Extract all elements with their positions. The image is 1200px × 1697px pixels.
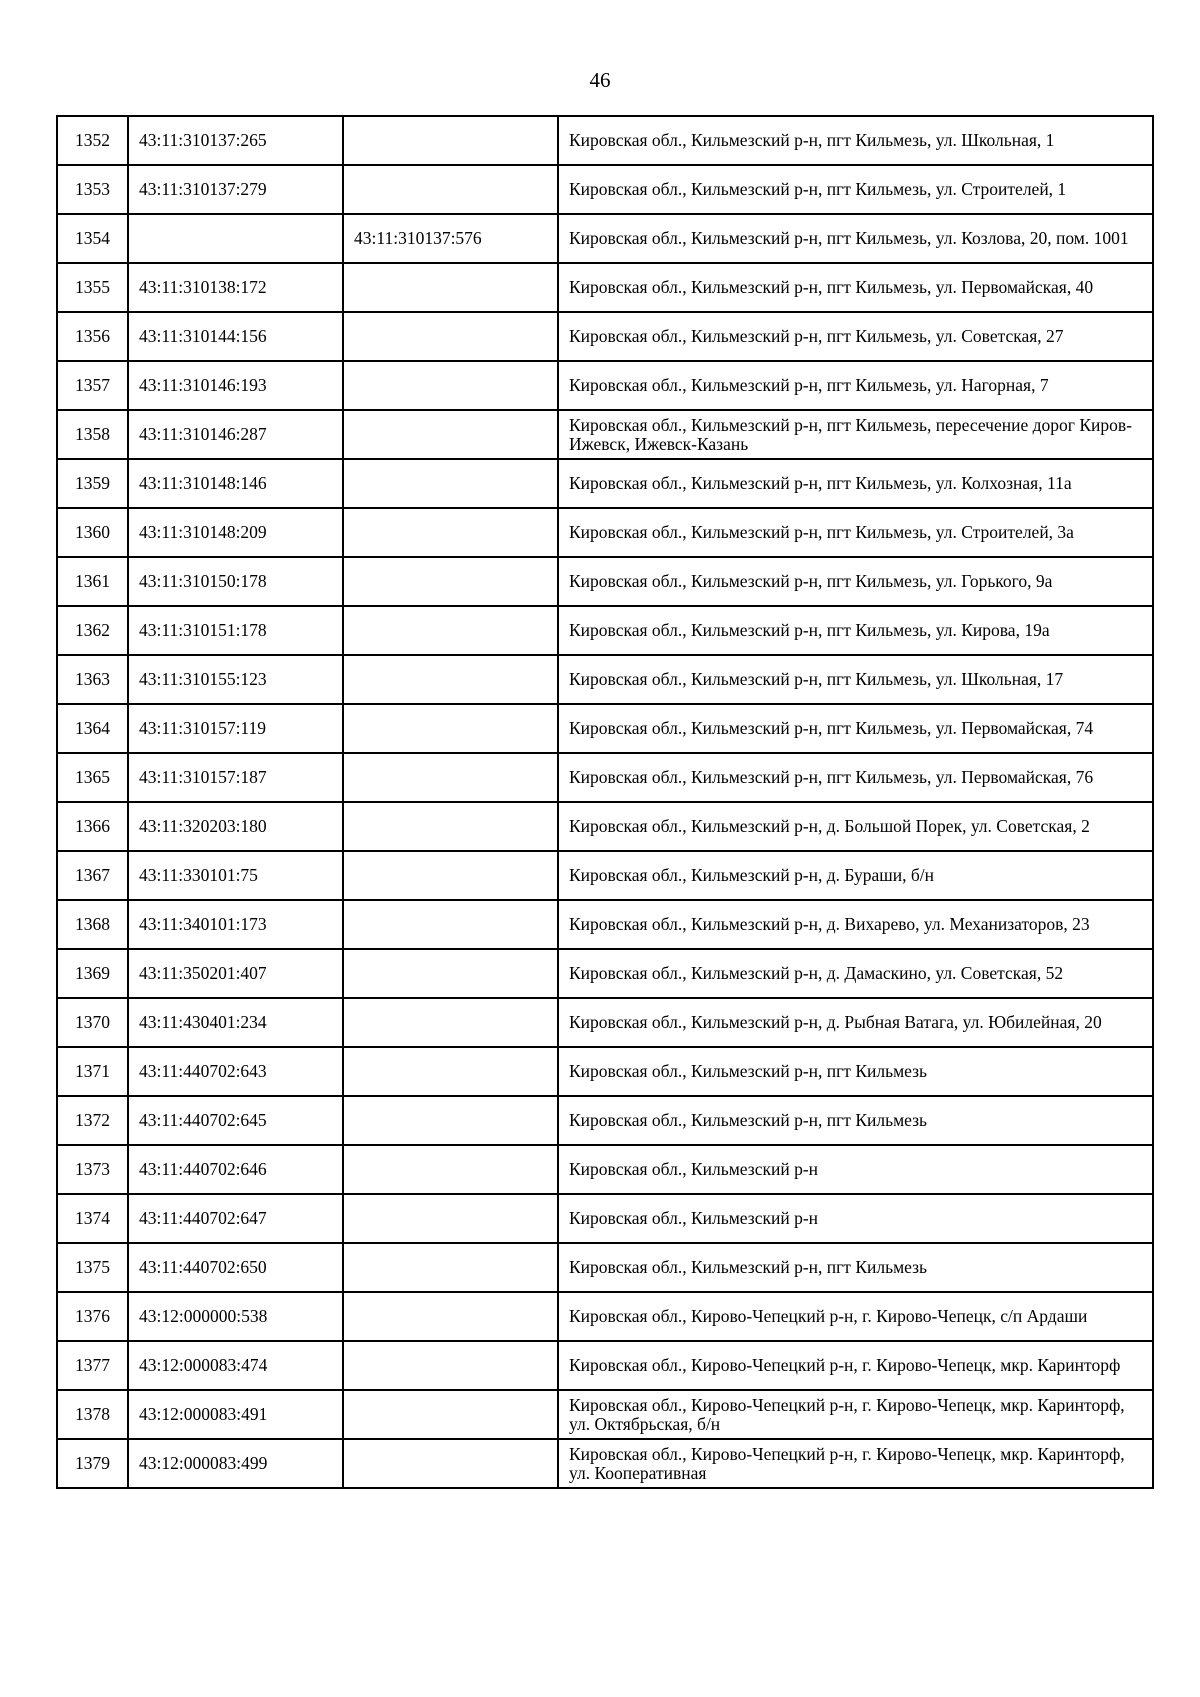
address-cell: Кировская обл., Кильмезский р-н xyxy=(558,1145,1153,1194)
cadastral-number-cell: 43:11:440702:650 xyxy=(128,1243,343,1292)
address-cell: Кировская обл., Кильмезский р-н, пгт Кильмезь xyxy=(558,1243,1153,1292)
row-number-cell: 1363 xyxy=(57,655,128,704)
address-cell: Кировская обл., Кильмезский р-н, пгт Кильмезь, ул. Строителей, 1 xyxy=(558,165,1153,214)
cadastral-number-cell: 43:11:430401:234 xyxy=(128,998,343,1047)
premises-cadastral-number-cell xyxy=(343,508,558,557)
address-cell: Кировская обл., Кильмезский р-н, д. Вихарево, ул. Механизаторов, 23 xyxy=(558,900,1153,949)
row-number-cell: 1353 xyxy=(57,165,128,214)
address-cell: Кировская обл., Кильмезский р-н, пгт Кильмезь xyxy=(558,1096,1153,1145)
table-row xyxy=(57,1096,1153,1145)
row-number-cell: 1376 xyxy=(57,1292,128,1341)
table-row xyxy=(57,1194,1153,1243)
premises-cadastral-number-cell xyxy=(343,1243,558,1292)
table-row xyxy=(57,1292,1153,1341)
row-number-cell: 1373 xyxy=(57,1145,128,1194)
premises-cadastral-number-cell xyxy=(343,900,558,949)
registry-table xyxy=(56,115,1154,1489)
table-row xyxy=(57,1439,1153,1488)
premises-cadastral-number-cell xyxy=(343,361,558,410)
row-number-cell: 1358 xyxy=(57,410,128,459)
premises-cadastral-number-cell xyxy=(343,1047,558,1096)
address-cell: Кировская обл., Кильмезский р-н, пгт Кильмезь, ул. Колхозная, 11а xyxy=(558,459,1153,508)
table-row xyxy=(57,851,1153,900)
table-row xyxy=(57,606,1153,655)
cadastral-number-cell: 43:11:440702:647 xyxy=(128,1194,343,1243)
premises-cadastral-number-cell xyxy=(343,1145,558,1194)
cadastral-number-cell: 43:11:340101:173 xyxy=(128,900,343,949)
table-row xyxy=(57,655,1153,704)
address-cell: Кировская обл., Кильмезский р-н, пгт Кильмезь, ул. Горького, 9а xyxy=(558,557,1153,606)
premises-cadastral-number-cell xyxy=(343,116,558,165)
cadastral-number-cell: 43:11:310157:187 xyxy=(128,753,343,802)
premises-cadastral-number-cell xyxy=(343,704,558,753)
table-row xyxy=(57,1390,1153,1439)
row-number-cell: 1356 xyxy=(57,312,128,361)
address-cell: Кировская обл., Кильмезский р-н, пгт Кильмезь, ул. Первомайская, 76 xyxy=(558,753,1153,802)
row-number-cell: 1357 xyxy=(57,361,128,410)
cadastral-number-cell: 43:11:440702:646 xyxy=(128,1145,343,1194)
cadastral-number-cell: 43:12:000083:499 xyxy=(128,1439,343,1488)
registry-table-body xyxy=(57,116,1153,1488)
row-number-cell: 1366 xyxy=(57,802,128,851)
premises-cadastral-number-cell xyxy=(343,1096,558,1145)
premises-cadastral-number-cell: 43:11:310137:576 xyxy=(343,214,558,263)
row-number-cell: 1371 xyxy=(57,1047,128,1096)
table-row xyxy=(57,753,1153,802)
row-number-cell: 1367 xyxy=(57,851,128,900)
address-cell: Кировская обл., Кильмезский р-н, д. Дамаскино, ул. Советская, 52 xyxy=(558,949,1153,998)
table-row xyxy=(57,508,1153,557)
cadastral-number-cell: 43:11:310144:156 xyxy=(128,312,343,361)
row-number-cell: 1374 xyxy=(57,1194,128,1243)
cadastral-number-cell: 43:11:310146:287 xyxy=(128,410,343,459)
premises-cadastral-number-cell xyxy=(343,1292,558,1341)
cadastral-number-cell: 43:11:310148:146 xyxy=(128,459,343,508)
cadastral-number-cell: 43:11:310137:279 xyxy=(128,165,343,214)
address-cell: Кировская обл., Кильмезский р-н xyxy=(558,1194,1153,1243)
row-number-cell: 1378 xyxy=(57,1390,128,1439)
premises-cadastral-number-cell xyxy=(343,606,558,655)
premises-cadastral-number-cell xyxy=(343,459,558,508)
cadastral-number-cell: 43:12:000083:491 xyxy=(128,1390,343,1439)
table-row xyxy=(57,1145,1153,1194)
cadastral-number-cell: 43:12:000083:474 xyxy=(128,1341,343,1390)
premises-cadastral-number-cell xyxy=(343,312,558,361)
address-cell: Кировская обл., Кирово-Чепецкий р-н, г. Кирово-Чепецк, с/п Ардаши xyxy=(558,1292,1153,1341)
row-number-cell: 1377 xyxy=(57,1341,128,1390)
premises-cadastral-number-cell xyxy=(343,1439,558,1488)
cadastral-number-cell: 43:11:310155:123 xyxy=(128,655,343,704)
table-row xyxy=(57,361,1153,410)
table-row xyxy=(57,557,1153,606)
address-cell: Кировская обл., Кирово-Чепецкий р-н, г. Кирово-Чепецк, мкр. Каринторф xyxy=(558,1341,1153,1390)
cadastral-number-cell: 43:12:000000:538 xyxy=(128,1292,343,1341)
premises-cadastral-number-cell xyxy=(343,949,558,998)
row-number-cell: 1361 xyxy=(57,557,128,606)
cadastral-number-cell: 43:11:350201:407 xyxy=(128,949,343,998)
row-number-cell: 1379 xyxy=(57,1439,128,1488)
premises-cadastral-number-cell xyxy=(343,165,558,214)
table-row xyxy=(57,1243,1153,1292)
row-number-cell: 1360 xyxy=(57,508,128,557)
table-row xyxy=(57,165,1153,214)
row-number-cell: 1362 xyxy=(57,606,128,655)
row-number-cell: 1364 xyxy=(57,704,128,753)
cadastral-number-cell: 43:11:310148:209 xyxy=(128,508,343,557)
cadastral-number-cell: 43:11:310146:193 xyxy=(128,361,343,410)
row-number-cell: 1370 xyxy=(57,998,128,1047)
table-row xyxy=(57,949,1153,998)
cadastral-number-cell: 43:11:440702:645 xyxy=(128,1096,343,1145)
premises-cadastral-number-cell xyxy=(343,802,558,851)
row-number-cell: 1372 xyxy=(57,1096,128,1145)
page-number: 46 xyxy=(589,68,611,92)
cadastral-number-cell: 43:11:320203:180 xyxy=(128,802,343,851)
table-row xyxy=(57,1047,1153,1096)
cadastral-number-cell: 43:11:440702:643 xyxy=(128,1047,343,1096)
address-cell: Кировская обл., Кильмезский р-н, д. Большой Порек, ул. Советская, 2 xyxy=(558,802,1153,851)
table-row xyxy=(57,1341,1153,1390)
cadastral-number-cell: 43:11:310157:119 xyxy=(128,704,343,753)
premises-cadastral-number-cell xyxy=(343,1390,558,1439)
row-number-cell: 1354 xyxy=(57,214,128,263)
table-row xyxy=(57,214,1153,263)
address-cell: Кировская обл., Кильмезский р-н, пгт Кильмезь, ул. Кирова, 19а xyxy=(558,606,1153,655)
table-row xyxy=(57,900,1153,949)
premises-cadastral-number-cell xyxy=(343,655,558,704)
address-cell: Кировская обл., Кильмезский р-н, пгт Кильмезь, ул. Первомайская, 40 xyxy=(558,263,1153,312)
premises-cadastral-number-cell xyxy=(343,1194,558,1243)
address-cell: Кировская обл., Кильмезский р-н, д. Рыбная Ватага, ул. Юбилейная, 20 xyxy=(558,998,1153,1047)
address-cell: Кировская обл., Кильмезский р-н, пгт Кильмезь, ул. Школьная, 1 xyxy=(558,116,1153,165)
premises-cadastral-number-cell xyxy=(343,851,558,900)
cadastral-number-cell: 43:11:310150:178 xyxy=(128,557,343,606)
cadastral-number-cell: 43:11:310138:172 xyxy=(128,263,343,312)
address-cell: Кировская обл., Кильмезский р-н, пгт Кильмезь, пересечение дорог Киров-Ижевск, Ижевск-Казань xyxy=(558,410,1153,459)
address-cell: Кировская обл., Кильмезский р-н, пгт Кильмезь xyxy=(558,1047,1153,1096)
table-row xyxy=(57,802,1153,851)
premises-cadastral-number-cell xyxy=(343,410,558,459)
premises-cadastral-number-cell xyxy=(343,753,558,802)
address-cell: Кировская обл., Кильмезский р-н, пгт Кильмезь, ул. Школьная, 17 xyxy=(558,655,1153,704)
table-row xyxy=(57,459,1153,508)
table-row xyxy=(57,998,1153,1047)
table-row xyxy=(57,312,1153,361)
row-number-cell: 1355 xyxy=(57,263,128,312)
cadastral-number-cell: 43:11:310151:178 xyxy=(128,606,343,655)
row-number-cell: 1368 xyxy=(57,900,128,949)
row-number-cell: 1352 xyxy=(57,116,128,165)
row-number-cell: 1369 xyxy=(57,949,128,998)
table-row xyxy=(57,704,1153,753)
row-number-cell: 1365 xyxy=(57,753,128,802)
address-cell: Кировская обл., Кильмезский р-н, пгт Кильмезь, ул. Нагорная, 7 xyxy=(558,361,1153,410)
table-row xyxy=(57,263,1153,312)
premises-cadastral-number-cell xyxy=(343,263,558,312)
address-cell: Кировская обл., Кильмезский р-н, пгт Кильмезь, ул. Козлова, 20, пом. 1001 xyxy=(558,214,1153,263)
table-row xyxy=(57,410,1153,459)
premises-cadastral-number-cell xyxy=(343,557,558,606)
row-number-cell: 1375 xyxy=(57,1243,128,1292)
address-cell: Кировская обл., Кильмезский р-н, д. Бураши, б/н xyxy=(558,851,1153,900)
premises-cadastral-number-cell xyxy=(343,998,558,1047)
premises-cadastral-number-cell xyxy=(343,1341,558,1390)
cadastral-number-cell xyxy=(128,214,343,263)
address-cell: Кировская обл., Кирово-Чепецкий р-н, г. Кирово-Чепецк, мкр. Каринторф, ул. Октябрьская, б/н xyxy=(558,1390,1153,1439)
address-cell: Кировская обл., Кильмезский р-н, пгт Кильмезь, ул. Советская, 27 xyxy=(558,312,1153,361)
table-row xyxy=(57,116,1153,165)
cadastral-number-cell: 43:11:330101:75 xyxy=(128,851,343,900)
address-cell: Кировская обл., Кирово-Чепецкий р-н, г. Кирово-Чепецк, мкр. Каринторф, ул. Кооперативная xyxy=(558,1439,1153,1488)
row-number-cell: 1359 xyxy=(57,459,128,508)
cadastral-number-cell: 43:11:310137:265 xyxy=(128,116,343,165)
address-cell: Кировская обл., Кильмезский р-н, пгт Кильмезь, ул. Первомайская, 74 xyxy=(558,704,1153,753)
address-cell: Кировская обл., Кильмезский р-н, пгт Кильмезь, ул. Строителей, 3а xyxy=(558,508,1153,557)
